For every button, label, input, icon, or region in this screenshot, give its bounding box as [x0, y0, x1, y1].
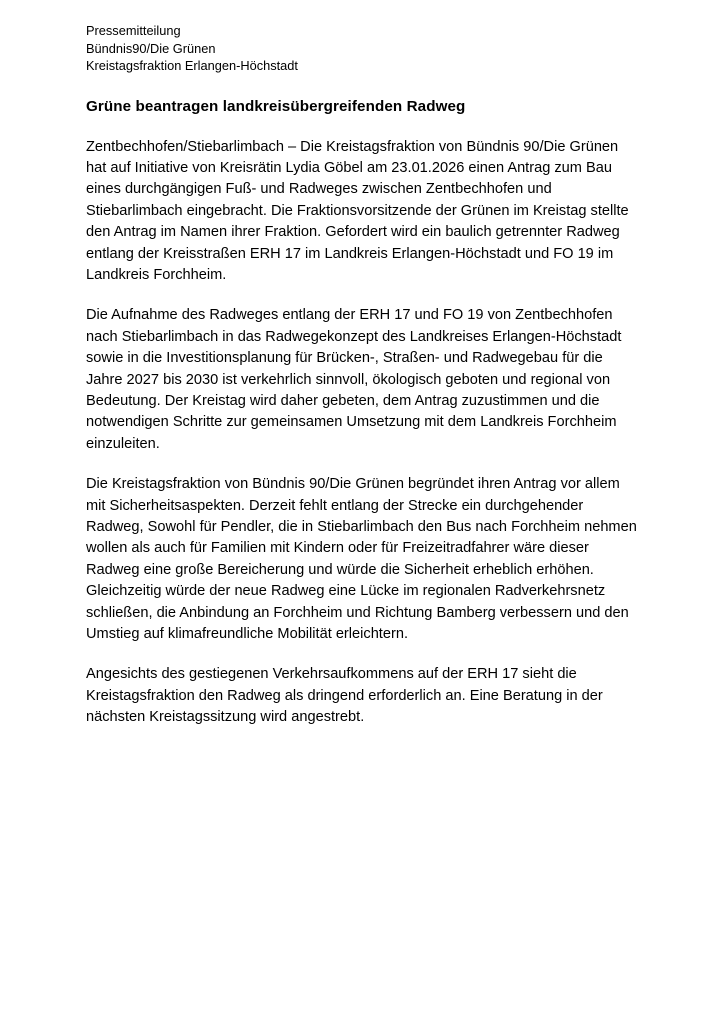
paragraph-2: Die Aufnahme des Radweges entlang der ERH 17 und FO 19 von Zentbechhofen nach Stiebarlimbach in das Radwegekonzept des Landkreises Erlangen-Höchstadt sowie in die Investitionsplanung für Brücken-, Straßen- und Radwegebau für die Jahre 2027 bis 2030 ist verkehrlich sinnvoll, ökologisch geboten und regional von Bedeutung. Der Kreistag wird daher gebeten, dem Antrag zuzustimmen und die notwendigen Schritte zur gemeinsamen Umsetzung mit dem Landkreis Forchheim einzuleiten.	[86, 307, 622, 452]
letterhead-line-document-type: Pressemitteilung	[86, 23, 181, 38]
paragraph-1: Zentbechhofen/Stiebarlimbach – Die Kreistagsfraktion von Bündnis 90/Die Grünen hat auf Initiative von Kreisrätin Lydia Göbel am 23.01.2026 einen Antrag zum Bau eines durchgängigen Fuß- und Radweges zwischen Zentbechhofen und Stiebarlimbach eingebracht. Die Fraktionsvorsitzende der Grünen im Kreistag stellte den Antrag im Namen ihrer Fraktion. Gefordert wird ein baulich getrennter Radweg entlang der Kreisstraßen ERH 17 im Landkreis Erlangen-Höchstadt und FO 19 im Landkreis Forchheim.	[86, 138, 629, 283]
letterhead-line-organization: Bündnis90/Die Grünen	[86, 40, 216, 56]
letterhead-line-faction: Kreistagsfraktion Erlangen-Höchstadt	[86, 58, 298, 73]
paragraph-4: Angesichts des gestiegenen Verkehrsaufkommens auf der ERH 17 sieht die Kreistagsfraktion den Radweg als dringend erforderlich an. Eine Beratung in der nächsten Kreistagssitzung wird angestrebt.	[86, 666, 603, 726]
paragraph-3: Die Kreistagsfraktion von Bündnis 90/Die Grünen begründet ihren Antrag vor allem mit Sicherheitsaspekten. Derzeit fehlt entlang der Strecke ein durchgehender Radweg, Sowohl für Pendler, die in Stiebarlimbach den Bus nach Forchheim nehmen wollen als auch für Familien mit Kindern oder für Freizeitradfahrer wäre dieser Radweg eine große Bereicherung und würde die Sicherheit erheblich erhöhen. Gleichzeitig würde der neue Radweg eine Lücke im regionalen Radverkehrsnetz schließen, die Anbindung an Forchheim und Richtung Bamberg verbessern und den Umstieg auf klimafreundliche Mobilität erleichtern.	[86, 476, 637, 643]
letterhead	[86, 22, 638, 75]
document-body	[86, 137, 638, 729]
page-title: Grüne beantragen landkreisübergreifenden Radweg	[86, 97, 466, 115]
